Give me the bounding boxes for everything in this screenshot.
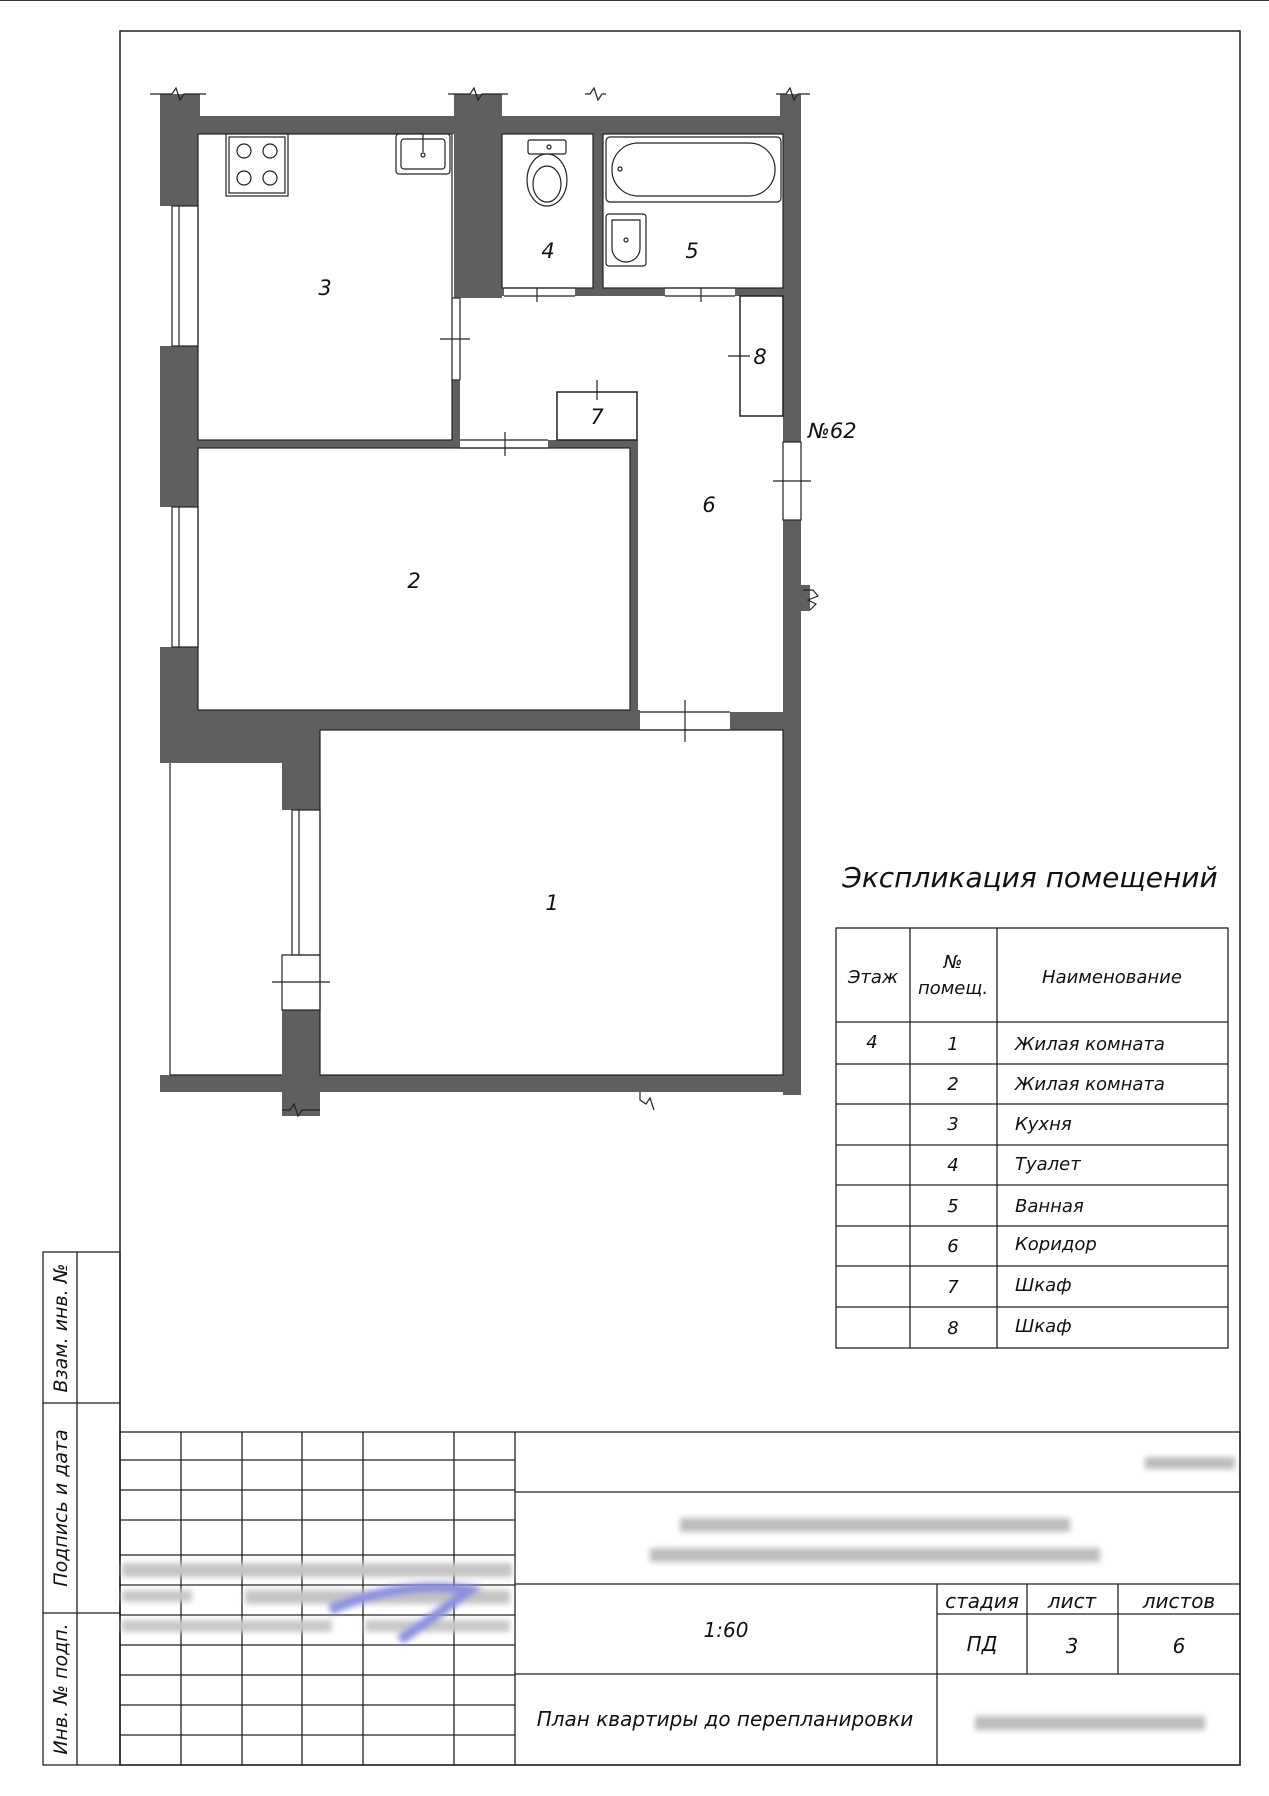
row-name: Шкаф: [1015, 1316, 1072, 1337]
header-floor: Этаж: [847, 967, 899, 988]
row-name: Кухня: [1015, 1114, 1072, 1135]
room-label-8: 8: [753, 345, 767, 369]
room-label-6: 6: [702, 493, 716, 517]
table-row: [947, 1275, 1071, 1298]
table-row: [947, 1234, 1097, 1257]
row-num: 2: [947, 1074, 959, 1095]
explication-title: Экспликация помещений: [842, 861, 1218, 894]
apartment-number: №62: [808, 419, 857, 443]
bathtub-icon: [606, 137, 781, 202]
sheet-label: лист: [1047, 1589, 1097, 1613]
row-name: Жилая комната: [1015, 1034, 1165, 1055]
stamp-vzam-inv: Взам. инв. №: [50, 1263, 72, 1393]
table-row: [947, 1114, 1072, 1135]
floor-plan: [150, 88, 857, 1116]
row-num: 3: [947, 1114, 959, 1135]
kitchen-sink-icon: [396, 134, 450, 174]
table-row: [947, 1154, 1081, 1176]
stage-value: ПД: [966, 1632, 998, 1656]
room-label-4: 4: [541, 239, 555, 263]
sheet-value: 3: [1065, 1634, 1079, 1658]
table-row: [947, 1074, 1165, 1095]
room-label-5: 5: [685, 239, 699, 263]
room-label-7: 7: [590, 405, 604, 429]
sheet-frame: [120, 31, 1240, 1765]
windows: [170, 206, 811, 1075]
walls: [160, 94, 810, 1116]
stamp-podpis-data: Подпись и дата: [50, 1429, 72, 1587]
room-label-2: 2: [407, 569, 421, 593]
sheets-label: листов: [1142, 1589, 1216, 1613]
row-num: 6: [947, 1236, 959, 1257]
header-name: Наименование: [1042, 967, 1182, 988]
toilet-icon: [527, 140, 567, 206]
bath-sink-icon: [606, 214, 646, 266]
table-row: [947, 1316, 1071, 1339]
row-num: 4: [947, 1155, 959, 1176]
row-name: Коридор: [1015, 1234, 1097, 1255]
side-stamps: [43, 1252, 120, 1765]
drawing-title: План квартиры до перепланировки: [536, 1707, 914, 1731]
title-block: [120, 1432, 1240, 1765]
explication-table: [836, 861, 1228, 1348]
table-row: [947, 1196, 1084, 1217]
room-label-1: 1: [545, 891, 559, 915]
sheets-value: 6: [1172, 1634, 1186, 1658]
scale-value: 1:60: [703, 1618, 749, 1642]
row-name: Жилая комната: [1015, 1074, 1165, 1095]
row-name: Ванная: [1015, 1196, 1084, 1217]
row-num: 5: [947, 1196, 959, 1217]
row-num: 8: [947, 1318, 959, 1339]
table-row: [866, 1032, 1165, 1055]
header-num-line2: помещ.: [917, 978, 989, 999]
row-name: Туалет: [1015, 1154, 1081, 1175]
stove-icon: [226, 134, 288, 196]
row-name: Шкаф: [1015, 1275, 1072, 1296]
stage-label: стадия: [945, 1589, 1019, 1613]
row-num: 7: [947, 1277, 959, 1298]
header-num-line1: №: [943, 952, 963, 973]
room-label-3: 3: [318, 276, 332, 300]
row-floor: 4: [866, 1032, 878, 1053]
stamp-inv-podl: Инв. № подп.: [50, 1623, 72, 1755]
row-num: 1: [947, 1034, 959, 1055]
